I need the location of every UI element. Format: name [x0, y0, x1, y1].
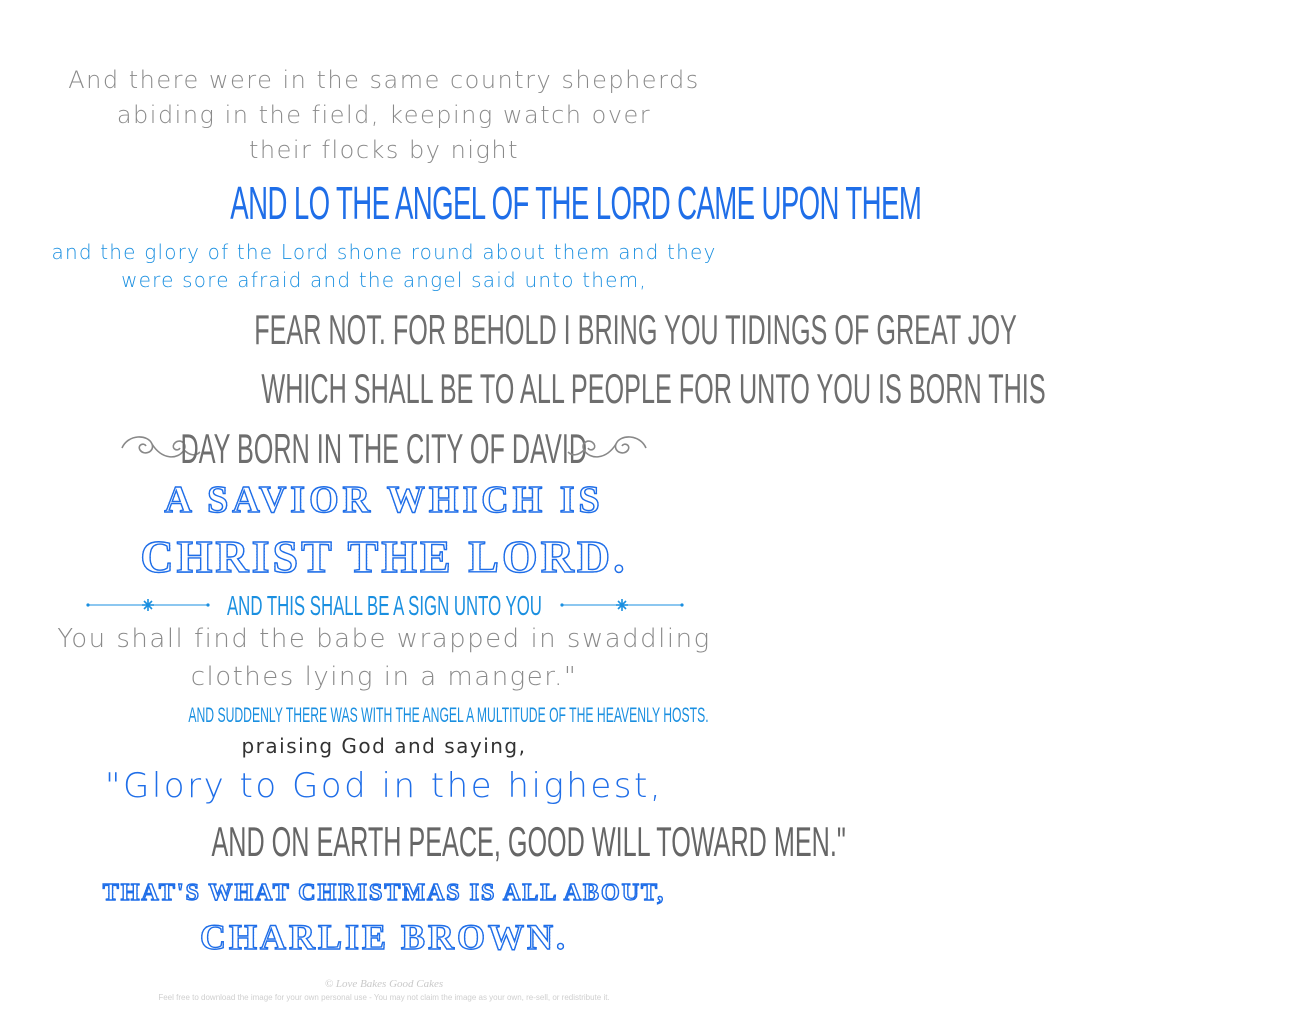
verse-line-17: "Glory to God in the highest,: [104, 766, 664, 806]
right-flourish-icon: [566, 430, 650, 466]
verse-line-7: FEAR NOT. FOR BEHOLD I BRING YOU TIDINGS OF GREAT JOY: [254, 306, 1017, 353]
verse-line-20: [0, 916, 768, 958]
verse-line-4: AND LO THE ANGEL OF THE LORD CAME UPON THEM: [230, 177, 922, 229]
verse-line-14: clothes lying in a manger.": [190, 662, 578, 692]
verse-line-19-text: THAT'S WHAT CHRISTMAS IS ALL ABOUT,: [102, 880, 666, 906]
verse-line-15-wrap: [0, 704, 768, 728]
verse-line-18-wrap: [0, 818, 846, 866]
footer-credit: © Love Bakes Good Cakes: [324, 978, 444, 990]
verse-line-4-wrap: [0, 176, 922, 230]
verse-line-16: praising God and saying,: [241, 734, 527, 758]
footer-notice: Feel free to download the image for your own personal use - You may not claim the image as your own, re-sell, or redistribute it.: [158, 993, 610, 1002]
verse-line-10: [0, 478, 768, 522]
verse-line-9: DAY BORN IN THE CITY OF DAVID: [180, 425, 588, 472]
verse-line-13: You shall find the babe wrapped in swaddling: [57, 624, 711, 654]
verse-line-11: [0, 530, 768, 583]
verse-line-18: AND ON EARTH PEACE, GOOD WILL TOWARD MEN.": [211, 818, 846, 865]
verse-line-11-text: CHRIST THE LORD.: [140, 531, 628, 582]
verse-line-8-wrap: [0, 365, 1046, 413]
verse-line-9-wrap: [0, 425, 768, 473]
verse-line-19: [0, 880, 768, 907]
verse-line-15: AND SUDDENLY THERE WAS WITH THE ANGEL A MULTITUDE OF THE HEAVENLY HOSTS.: [188, 704, 709, 727]
right-snowflake-divider-icon: [560, 596, 684, 614]
verse-line-5: and the glory of the Lord shone round about them and they: [51, 240, 717, 264]
verse-line-3: their flocks by night: [248, 136, 520, 164]
verse-line-1: And there were in the same country shepherds: [68, 66, 700, 94]
verse-line-6: were sore afraid and the angel said unto them,: [121, 268, 647, 292]
verse-line-20-text: CHARLIE BROWN.: [199, 917, 569, 957]
verse-line-7-wrap: [0, 306, 1017, 354]
verse-line-10-text: A SAVIOR WHICH IS: [164, 479, 604, 521]
verse-line-8: WHICH SHALL BE TO ALL PEOPLE FOR UNTO YOU IS BORN THIS: [261, 365, 1046, 412]
verse-line-2: abiding in the field, keeping watch over: [116, 101, 652, 129]
verse-line-12: AND THIS SHALL BE A SIGN UNTO YOU: [226, 590, 542, 621]
